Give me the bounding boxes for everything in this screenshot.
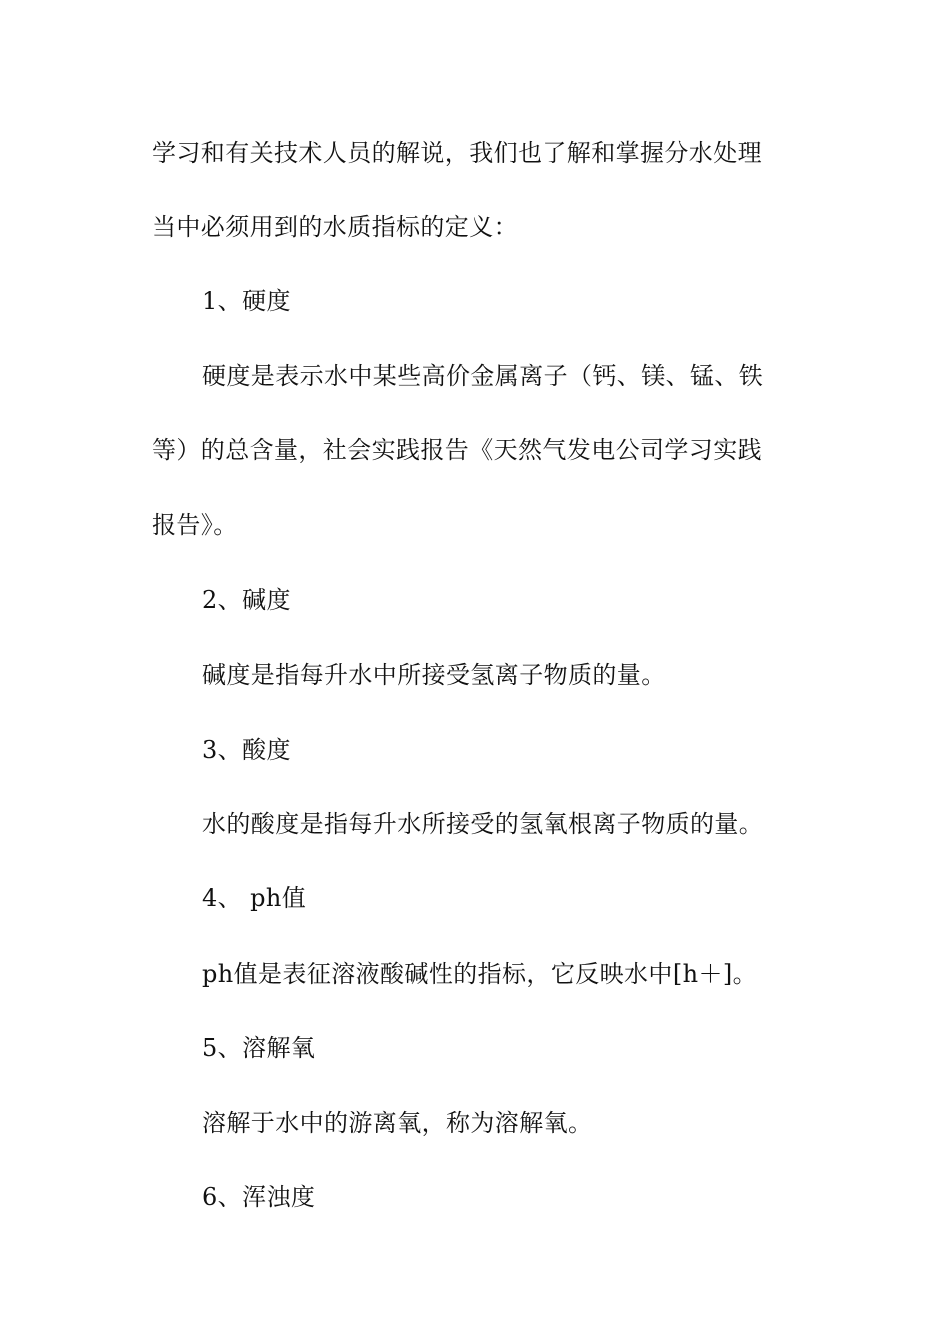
section-heading-turbidity: 6、浑浊度 <box>202 1183 316 1211</box>
section-heading-hardness: 1、硬度 <box>202 287 291 315</box>
paragraph-line: 碱度是指每升水中所接受氢离子物质的量。 <box>202 661 666 689</box>
paragraph-line: 溶解于水中的游离氧，称为溶解氧。 <box>202 1109 593 1137</box>
paragraph-line: 报告》。 <box>152 511 238 539</box>
paragraph-line: 等）的总含量，社会实践报告《天然气发电公司学习实践 <box>152 436 762 464</box>
paragraph-line: 硬度是表示水中某些高价金属离子（钙、镁、锰、铁 <box>202 362 764 390</box>
paragraph-line: 学习和有关技术人员的解说，我们也了解和掌握分水处理 <box>152 139 762 167</box>
section-heading-ph: 4、 ph值 <box>202 884 307 912</box>
paragraph-line: 水的酸度是指每升水所接受的氢氧根离子物质的量。 <box>202 810 764 838</box>
section-heading-dissolved-oxygen: 5、溶解氧 <box>202 1034 316 1062</box>
paragraph-line: ph值是表征溶液酸碱性的指标，它反映水中[h＋]。 <box>202 960 758 988</box>
section-heading-alkalinity: 2、碱度 <box>202 586 291 614</box>
paragraph-line: 当中必须用到的水质指标的定义： <box>152 213 518 241</box>
section-heading-acidity: 3、酸度 <box>202 736 291 764</box>
